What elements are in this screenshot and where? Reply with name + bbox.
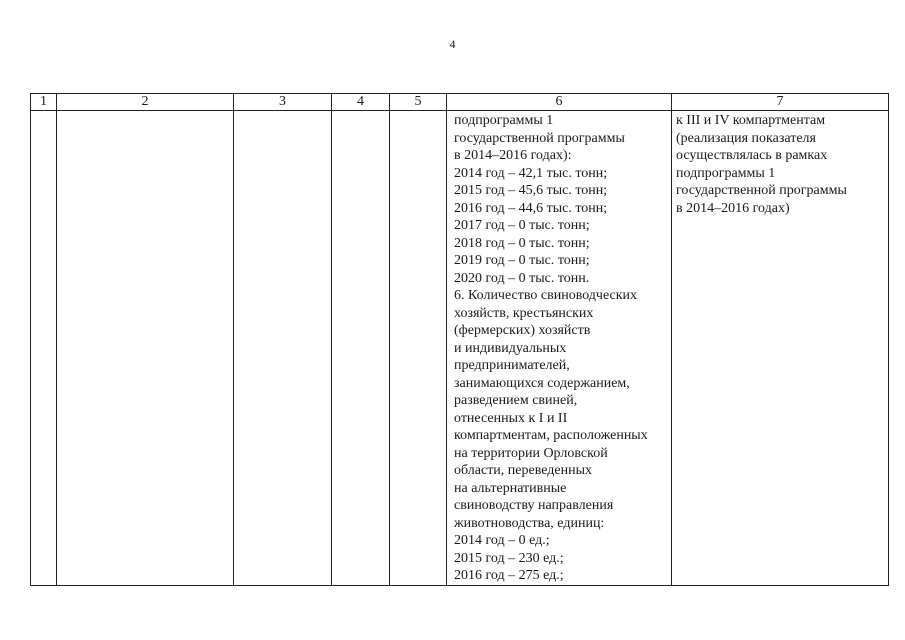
column-header-6: 6 <box>447 94 672 111</box>
cell-col4 <box>332 111 390 586</box>
header-row <box>31 94 889 111</box>
column-header-5: 5 <box>390 94 447 111</box>
table-row <box>31 111 889 586</box>
document-table <box>30 93 889 586</box>
cell-col4-text <box>332 111 389 112</box>
cell-col6-text: подпрограммы 1 государственной программы в 2014–2016 годах): 2014 год – 42,1 тыс. тонн; 2015 год – 45,6 тыс. тонн; 2016 год – 44,6 тыс. тонн; 2017 год – 0 тыс. тонн; 2018 год – 0 тыс. тонн; 2019 год – 0 тыс. тонн; 2020 год – 0 тыс. тонн. 6. Количество свиноводческих хозяйств, крестьянских (фермерских) хозяйств и индивидуальных предпринимателей, занимающихся содержанием, разведением свиней, отнесенных к I и II компартментам, расположенных на территории Орловской области, переведенных на альтернативные свиноводству направления животноводства, единиц: 2014 год – 0 ед.; 2015 год – 230 ед.; 2016 год – 275 ед.; <box>454 113 648 583</box>
column-header-2: 2 <box>57 94 234 111</box>
column-header-7: 7 <box>672 94 889 111</box>
cell-col3-text <box>234 111 331 112</box>
cell-col5-text <box>390 111 446 112</box>
column-header-1: 1 <box>31 94 57 111</box>
cell-col2 <box>57 111 234 586</box>
cell-col6 <box>447 111 672 586</box>
cell-col1-text <box>31 111 56 112</box>
column-header-4: 4 <box>332 94 390 111</box>
cell-col2-text <box>57 111 233 112</box>
cell-col7-text: к III и IV компартментам (реализация показателя осуществлялась в рамках подпрограммы 1 государственной программы в 2014–2016 годах) <box>676 113 847 216</box>
cell-col5 <box>390 111 447 586</box>
cell-col7 <box>672 111 889 586</box>
cell-col1 <box>31 111 57 586</box>
page-number: 4 <box>449 37 456 51</box>
cell-col3 <box>234 111 332 586</box>
column-header-3: 3 <box>234 94 332 111</box>
